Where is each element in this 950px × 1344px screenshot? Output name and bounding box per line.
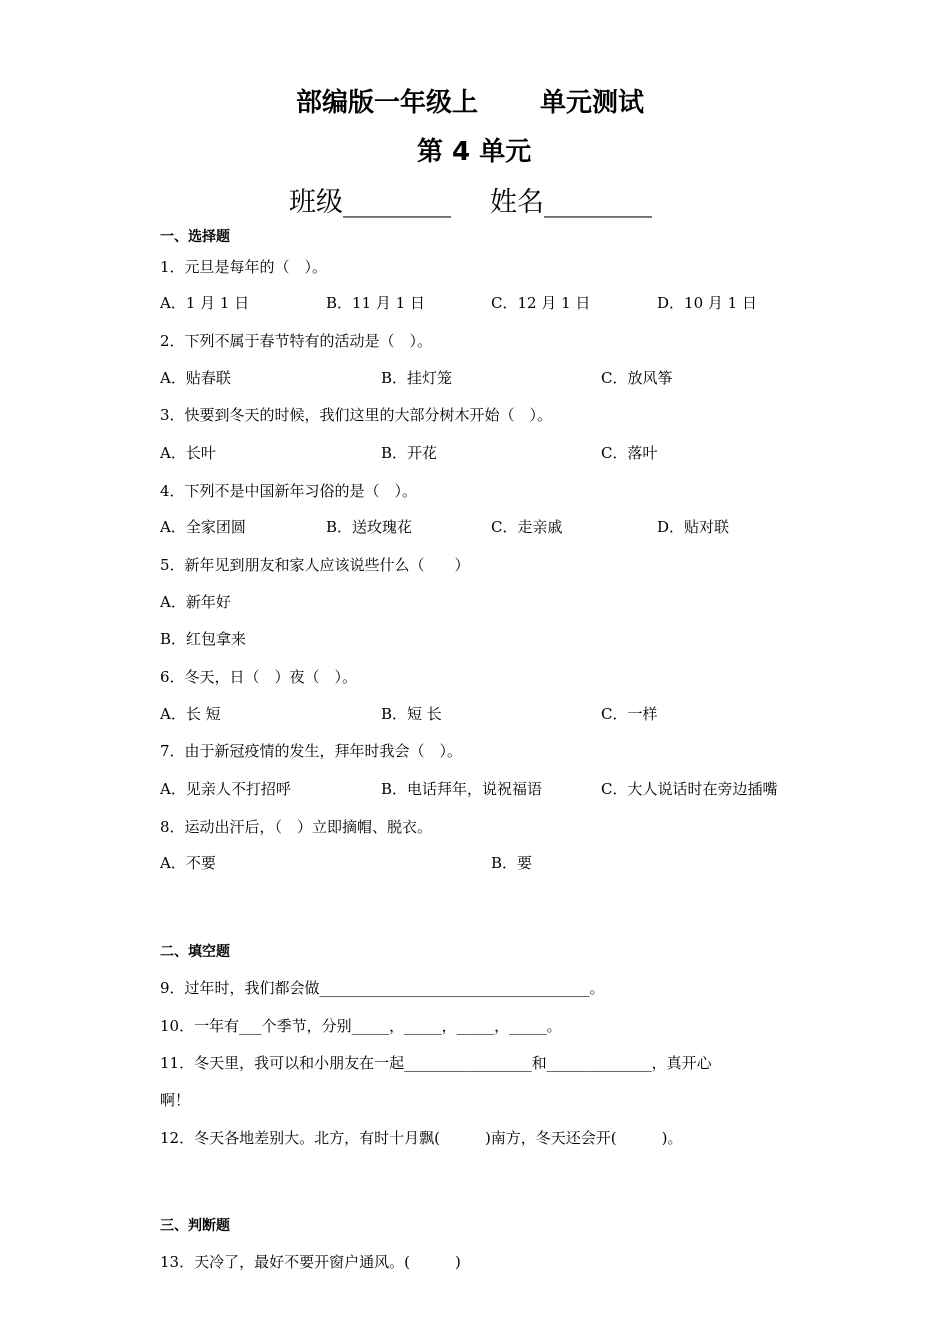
option: B．电话拜年，说祝福语 bbox=[381, 780, 543, 798]
question-12: 12．冬天各地差别大。北方，有时十月飘( )南方，冬天还会开( )。 bbox=[160, 1129, 683, 1147]
section-choice-heading: 一、选择题 bbox=[160, 229, 230, 245]
option: B．送玫瑰花 bbox=[326, 518, 413, 536]
question-11: 11．冬天里，我可以和小朋友在一起_________________和______________，真开心 bbox=[160, 1054, 712, 1072]
section-fill-heading: 二、填空题 bbox=[160, 944, 230, 960]
question-4: 4．下列不是中国新年习俗的是（ ）。 bbox=[160, 482, 418, 500]
option: A．新年好 bbox=[160, 593, 231, 611]
option: B．要 bbox=[491, 854, 533, 872]
option: A．贴春联 bbox=[160, 369, 231, 387]
question-3: 3．快要到冬天的时候，我们这里的大部分树木开始（ ）。 bbox=[160, 406, 553, 424]
question-11-continued: 啊！ bbox=[160, 1091, 191, 1109]
option: C．一样 bbox=[601, 705, 658, 723]
section-judge-heading: 三、判断题 bbox=[160, 1218, 230, 1234]
option: C．大人说话时在旁边插嘴 bbox=[601, 780, 778, 798]
option: A．1 月 1 日 bbox=[160, 294, 250, 312]
class-field: 班级________ bbox=[289, 187, 451, 218]
question-2: 2．下列不属于春节特有的活动是（ ）。 bbox=[160, 332, 433, 350]
option: D．10 月 1 日 bbox=[657, 294, 757, 312]
page-title: 部编版一年级上 bbox=[296, 88, 479, 118]
name-field: 姓名________ bbox=[490, 187, 652, 218]
option: A．全家团圆 bbox=[160, 518, 246, 536]
option: A．长 短 bbox=[160, 705, 221, 723]
option: A．长叶 bbox=[160, 444, 216, 462]
option: B．挂灯笼 bbox=[381, 369, 453, 387]
unit-heading: 第 4 单元 bbox=[417, 137, 532, 167]
question-6: 6．冬天，日（ ）夜（ ）。 bbox=[160, 668, 358, 686]
option: C．走亲戚 bbox=[491, 518, 563, 536]
option: D．贴对联 bbox=[657, 518, 730, 536]
page-title-test: 单元测试 bbox=[540, 88, 645, 118]
option: B．短 长 bbox=[381, 705, 442, 723]
question-10: 10．一年有___个季节，分别_____，_____，_____，_____。 bbox=[160, 1017, 562, 1035]
option: B．红包拿来 bbox=[160, 630, 247, 648]
question-1: 1．元旦是每年的（ ）。 bbox=[160, 258, 328, 276]
option: C．落叶 bbox=[601, 444, 658, 462]
question-8: 8．运动出汗后，（ ）立即摘帽、脱衣。 bbox=[160, 818, 433, 836]
option: A．不要 bbox=[160, 854, 216, 872]
option: B．开花 bbox=[381, 444, 438, 462]
option: C．放风筝 bbox=[601, 369, 673, 387]
question-5: 5．新年见到朋友和家人应该说些什么（ ） bbox=[160, 556, 470, 574]
option: B．11 月 1 日 bbox=[326, 294, 425, 312]
question-7: 7．由于新冠疫情的发生，拜年时我会（ ）。 bbox=[160, 742, 463, 760]
option: A．见亲人不打招呼 bbox=[160, 780, 291, 798]
option: C．12 月 1 日 bbox=[491, 294, 591, 312]
question-9: 9．过年时，我们都会做____________________________________。 bbox=[160, 979, 605, 997]
question-13: 13．天冷了，最好不要开窗户通风。( ) bbox=[160, 1253, 461, 1271]
